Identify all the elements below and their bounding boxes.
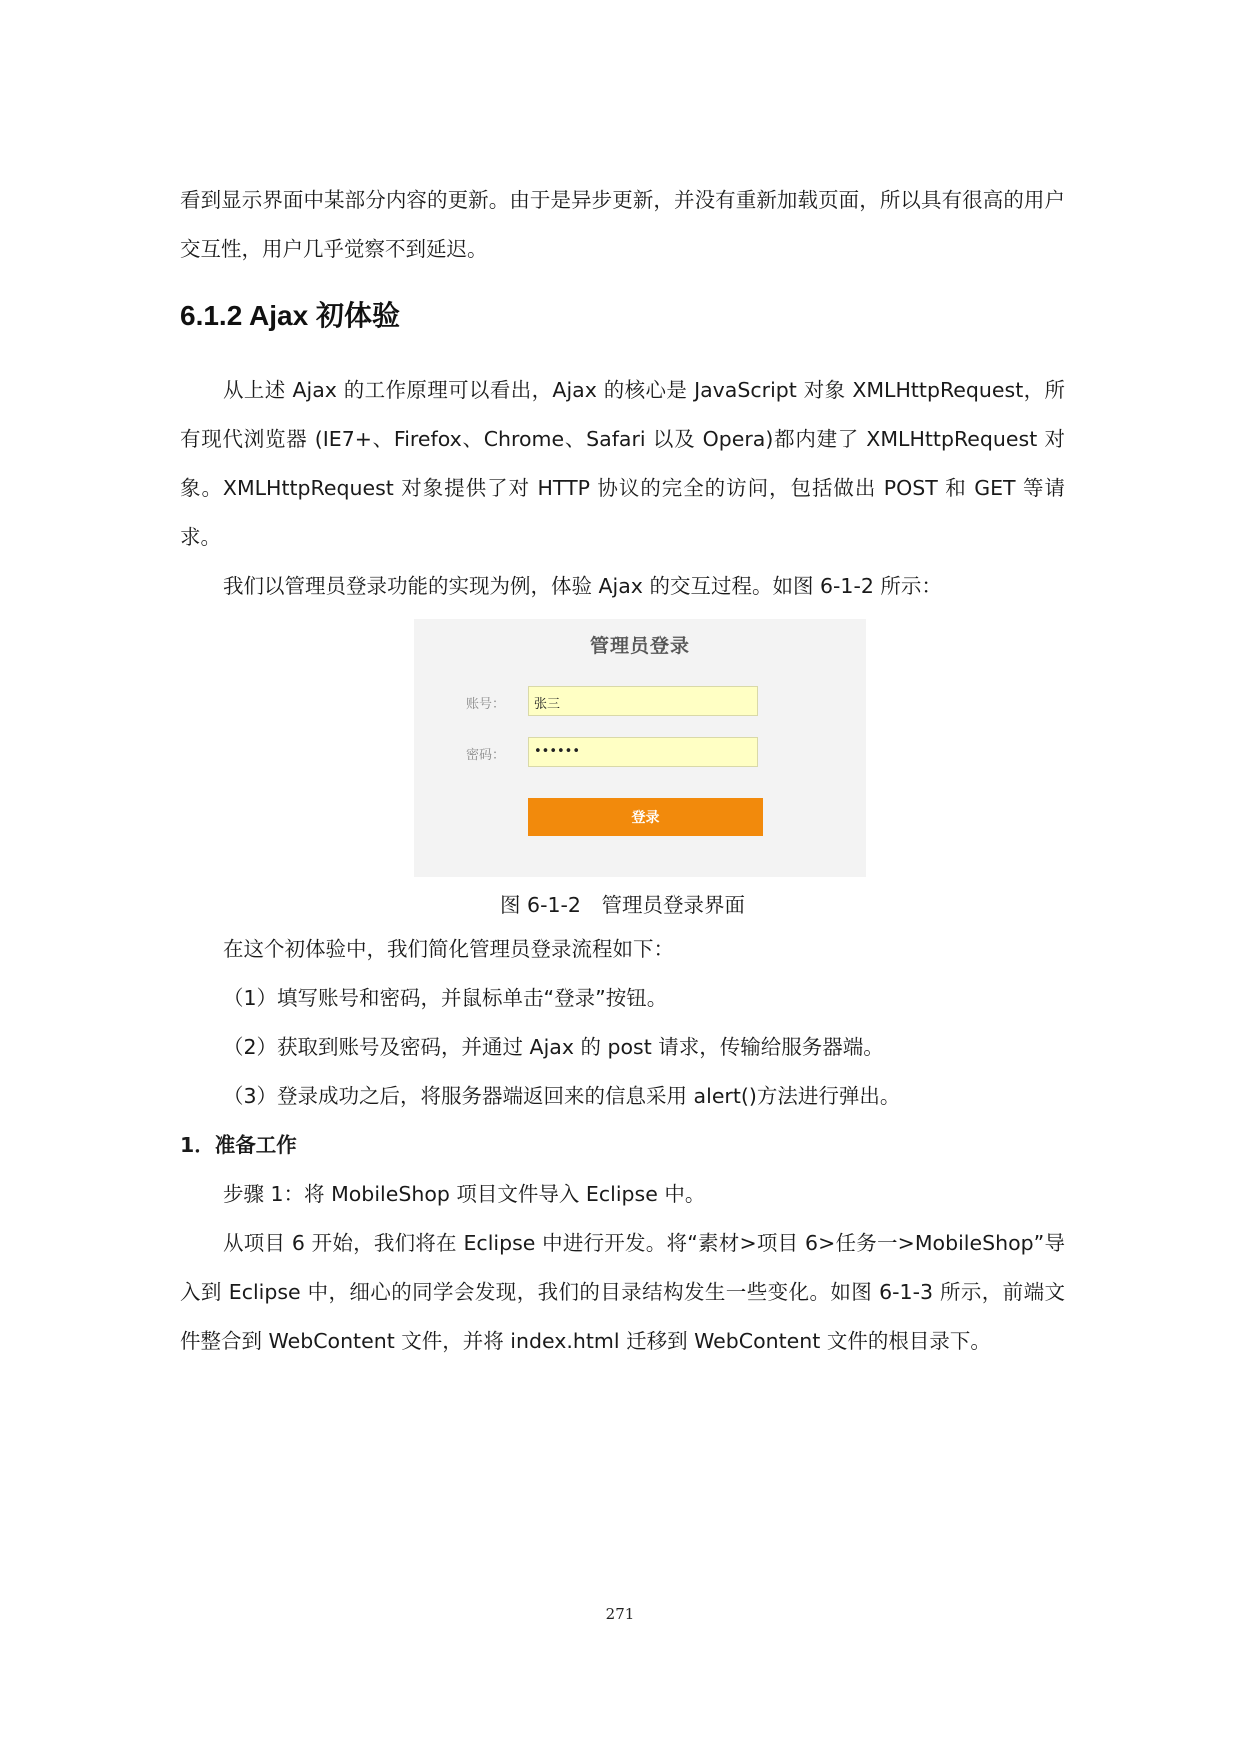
section-paragraph-1: 从上述 Ajax 的工作原理可以看出，Ajax 的核心是 JavaScript 对象 XMLHttpRequest，所有现代浏览器 (IE7+、Firefox、Chrome、Safari 以及 Opera)都内建了 XMLHttpRequest 对象。XMLHttpRequest 对象提供了对 HTTP 协议的完全的访问，包括做出 POST 和 GET 等请求。 — [180, 378, 1065, 549]
page-number: 271 — [605, 1605, 635, 1623]
account-input[interactable]: 张三 — [528, 686, 758, 716]
flow-step-1: （1）填写账号和密码，并鼠标单击“登录”按钮。 — [223, 986, 668, 1010]
flow-intro: 在这个初体验中，我们简化管理员登录流程如下： — [223, 937, 674, 961]
prep-step-1: 步骤 1：将 MobileShop 项目文件导入 Eclipse 中。 — [223, 1182, 706, 1206]
flow-step-2: （2）获取到账号及密码，并通过 Ajax 的 post 请求，传输给服务器端。 — [223, 1035, 884, 1059]
prep-heading: 1．准备工作 — [180, 1133, 297, 1157]
login-title: 管理员登录 — [589, 635, 690, 657]
page-content — [180, 176, 1065, 1366]
figure-caption: 图 6-1-2 管理员登录界面 — [500, 893, 745, 917]
login-figure — [414, 619, 866, 877]
section-heading: 6.1.2 Ajax 初体验 — [180, 300, 400, 331]
flow-step-3: （3）登录成功之后，将服务器端返回来的信息采用 alert()方法进行弹出。 — [223, 1084, 901, 1108]
login-button[interactable]: 登录 — [528, 798, 763, 836]
prep-paragraph: 从项目 6 开始，我们将在 Eclipse 中进行开发。将“素材>项目 6>任务一>MobileShop”导入到 Eclipse 中，细心的同学会发现，我们的目录结构发生一些变化。如图 6-1-3 所示，前端文件整合到 WebContent 文件，并将 index.html 迁移到 WebContent 文件的根目录下。 — [180, 1231, 1065, 1353]
intro-paragraph: 看到显示界面中某部分内容的更新。由于是异步更新，并没有重新加载页面，所以具有很高的用户交互性，用户几乎觉察不到延迟。 — [180, 188, 1065, 261]
account-label: 账号： — [466, 697, 506, 712]
password-label: 密码： — [466, 748, 506, 763]
password-input[interactable]: •••••• — [528, 737, 758, 767]
section-paragraph-2: 我们以管理员登录功能的实现为例，体验 Ajax 的交互过程。如图 6-1-2 所示： — [223, 574, 942, 598]
